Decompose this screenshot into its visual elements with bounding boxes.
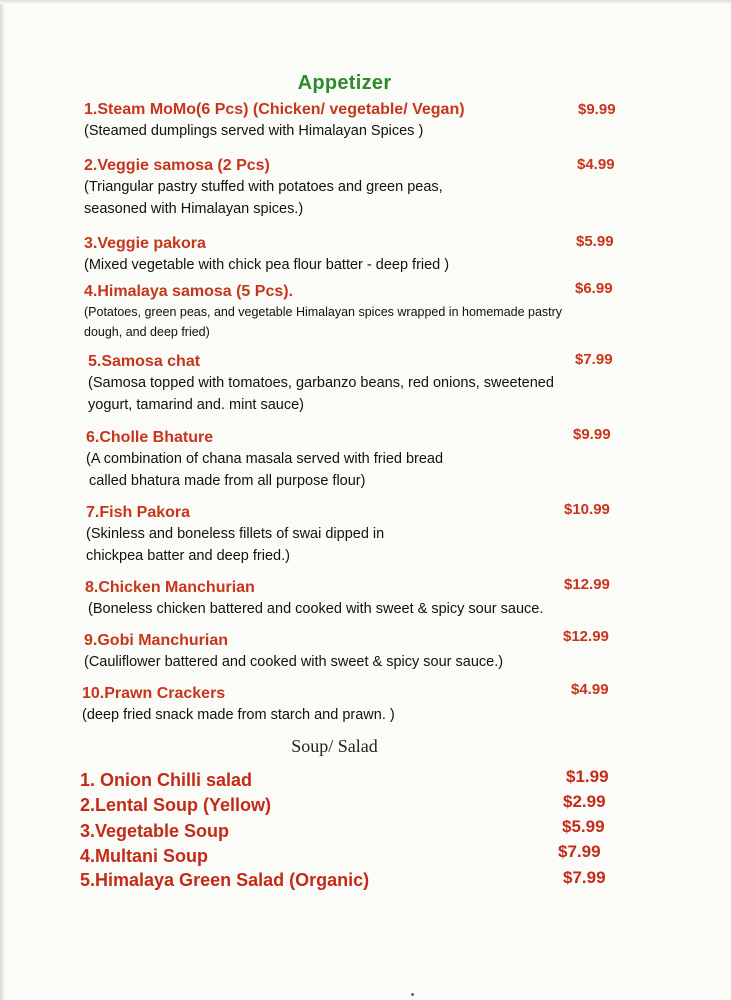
item-description: (Cauliflower battered and cooked with sweet & spicy sour sauce.) — [84, 654, 504, 670]
item-price: $9.99 — [573, 426, 611, 443]
item-price: $4.99 — [577, 156, 615, 173]
item-price: $4.99 — [571, 681, 609, 698]
paper-speck — [411, 993, 414, 996]
item-description: (Mixed vegetable with chick pea flour batter - deep fried ) — [84, 257, 450, 273]
menu-item — [85, 578, 645, 620]
menu-item — [88, 352, 648, 416]
item-name: 6.Cholle Bhature — [86, 429, 214, 446]
item-price: $7.99 — [575, 351, 613, 368]
paper-edge-left — [0, 0, 5, 1000]
soup-item-name: 2.Lental Soup (Yellow) — [80, 795, 272, 815]
soup-item-name: 4.Multani Soup — [80, 846, 208, 866]
item-description: called bhatura made from all purpose flour) — [89, 473, 366, 489]
item-name: 3.Veggie pakora — [84, 235, 206, 252]
appetizer-heading: Appetizer — [297, 72, 392, 94]
item-description: (Potatoes, green peas, and vegetable Himalayan spices wrapped in homemade pastry — [84, 305, 563, 319]
item-name: 9.Gobi Manchurian — [84, 632, 229, 649]
item-description: (deep fried snack made from starch and prawn. ) — [82, 707, 395, 723]
item-description: (A combination of chana masala served with fried bread — [86, 451, 444, 467]
item-name: 2.Veggie samosa (2 Pcs) — [84, 157, 270, 174]
item-description: (Samosa topped with tomatoes, garbanzo beans, red onions, sweetened — [88, 375, 554, 391]
item-price: $12.99 — [563, 628, 609, 645]
item-name: 10.Prawn Crackers — [82, 685, 226, 702]
soup-item-name: 5.Himalaya Green Salad (Organic) — [80, 870, 370, 890]
menu-item — [84, 631, 644, 673]
soup-item-name: 3.Vegetable Soup — [80, 821, 230, 841]
soup-item-price: $5.99 — [562, 817, 605, 836]
soup-item-name: 1. Onion Chilli salad — [80, 770, 253, 790]
item-price: $12.99 — [564, 576, 610, 593]
item-description: chickpea batter and deep fried.) — [86, 548, 290, 564]
menu-item — [84, 234, 644, 276]
item-description: (Skinless and boneless fillets of swai dipped in — [86, 526, 385, 542]
menu-item — [84, 156, 644, 220]
item-name: 5.Samosa chat — [88, 353, 201, 370]
item-description: (Triangular pastry stuffed with potatoes and green peas, — [84, 179, 443, 195]
menu-item — [86, 428, 646, 492]
soup-item-price: $7.99 — [558, 842, 601, 861]
menu-item — [84, 282, 644, 342]
item-description: (Boneless chicken battered and cooked with sweet & spicy sour sauce. — [88, 601, 544, 617]
menu-item — [82, 684, 642, 726]
menu-item — [86, 503, 646, 567]
item-price: $10.99 — [564, 501, 610, 518]
item-price: $5.99 — [576, 233, 614, 250]
item-description: yogurt, tamarind and. mint sauce) — [88, 397, 304, 413]
item-name: 8.Chicken Manchurian — [85, 579, 255, 596]
paper-edge-top — [0, 0, 731, 4]
item-name: 7.Fish Pakora — [86, 504, 191, 521]
item-price: $6.99 — [575, 280, 613, 297]
item-price: $9.99 — [578, 101, 616, 118]
item-description: dough, and deep fried) — [84, 325, 210, 339]
soup-item-price: $2.99 — [563, 792, 606, 811]
item-name: 4.Himalaya samosa (5 Pcs). — [84, 283, 294, 300]
item-name: 1.Steam MoMo(6 Pcs) (Chicken/ vegetable/ Vegan) — [84, 101, 465, 118]
menu-item — [84, 100, 644, 142]
soup-salad-heading: Soup/ Salad — [291, 736, 378, 756]
item-description: (Steamed dumplings served with Himalayan Spices ) — [84, 123, 424, 139]
item-description: seasoned with Himalayan spices.) — [84, 201, 304, 217]
soup-item-price: $1.99 — [566, 767, 609, 786]
soup-item-price: $7.99 — [563, 868, 606, 887]
